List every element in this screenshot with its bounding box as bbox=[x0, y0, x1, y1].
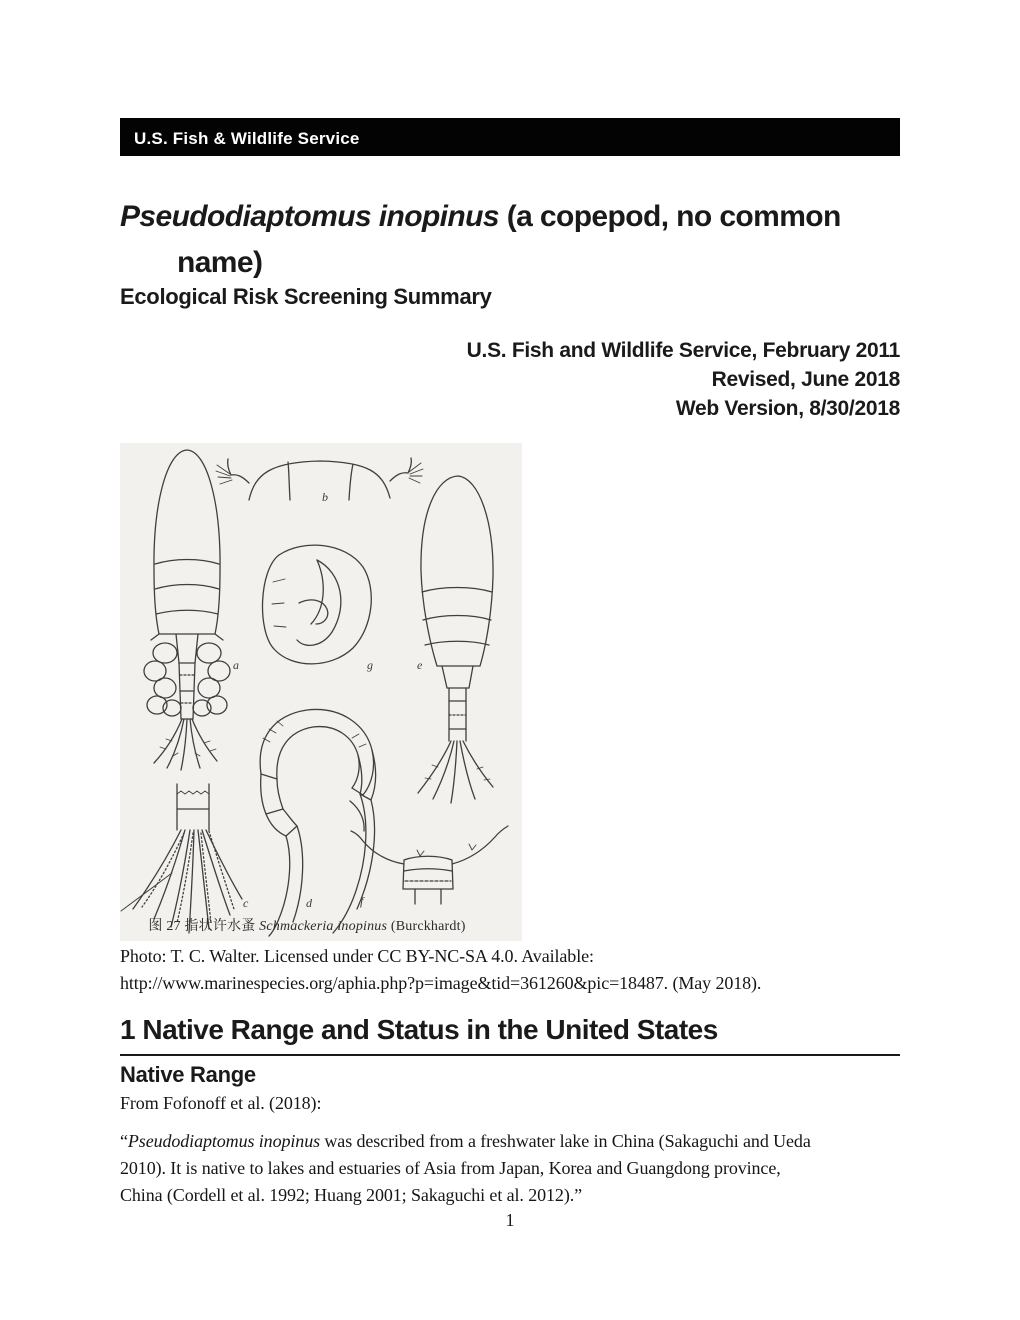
quote-line1 bbox=[120, 1131, 811, 1152]
date-line-revised: Revised, June 2018 bbox=[711, 368, 900, 391]
section1-rule bbox=[120, 1054, 900, 1056]
figure-caption bbox=[120, 915, 494, 935]
document-subtitle: Ecological Risk Screening Summary bbox=[120, 284, 492, 309]
photo-credit-line1: Photo: T. C. Walter. Licensed under CC BY-NC-SA 4.0. Available: bbox=[120, 946, 594, 966]
agency-name: U.S. Fish & Wildlife Service bbox=[134, 129, 360, 148]
date-block bbox=[120, 336, 900, 423]
section1-heading: 1 Native Range and Status in the United States bbox=[120, 1014, 718, 1045]
copepod-illustration bbox=[120, 443, 522, 941]
quote-line2: 2010). It is native to lakes and estuaries of Asia from Japan, Korea and Guangdong province, bbox=[120, 1158, 781, 1178]
photo-credit-url: http://www.marinespecies.org/aphia.php?p=image&tid=361260&pic=18487. (May 2018). bbox=[120, 973, 762, 993]
quote-open: “ bbox=[120, 1131, 128, 1151]
document-title-line1 bbox=[120, 200, 940, 234]
title-rest: (a copepod, no common bbox=[498, 200, 841, 233]
figure-caption-chinese: 图 27 指状许水蚤 bbox=[148, 919, 260, 934]
figure-label-d: d bbox=[306, 896, 312, 910]
quote-line1-rest: was described from a freshwater lake in China (Sakaguchi and Ueda bbox=[320, 1131, 811, 1151]
page-number: 1 bbox=[505, 1210, 515, 1230]
figure-label-f: f bbox=[360, 894, 364, 908]
source-citation: From Fofonoff et al. (2018): bbox=[120, 1093, 322, 1113]
curved-legs-d bbox=[260, 709, 375, 936]
figure-label-b: b bbox=[322, 490, 328, 504]
document-title-line2: name) bbox=[177, 246, 263, 279]
copepod-dorsal-a bbox=[144, 450, 230, 770]
figure-label-e: e bbox=[417, 658, 423, 672]
curled-appendage-g bbox=[263, 545, 372, 664]
figure-label-c: c bbox=[243, 896, 249, 910]
species-name-italic: Pseudodiaptomus inopinus bbox=[120, 200, 499, 233]
figure-caption-species: Schmackeria inopinus bbox=[259, 919, 388, 934]
head-fragment-b bbox=[216, 458, 423, 500]
figure-label-g: g bbox=[367, 658, 373, 672]
copepod-lateral-e bbox=[418, 476, 493, 803]
agency-header-bar bbox=[120, 118, 900, 156]
figure-label-a: a bbox=[233, 658, 239, 672]
quote-line3: China (Cordell et al. 1992; Huang 2001; Sakaguchi et al. 2012).” bbox=[120, 1185, 582, 1205]
figure-caption-attribution: (Burckhardt) bbox=[387, 919, 466, 934]
date-line-web-version: Web Version, 8/30/2018 bbox=[675, 397, 900, 420]
tail-fan-c bbox=[121, 784, 242, 933]
native-range-subheading: Native Range bbox=[120, 1062, 256, 1087]
date-line-service: U.S. Fish and Wildlife Service, February 2011 bbox=[466, 339, 900, 362]
copepod-figure-scan bbox=[120, 443, 522, 941]
quote-species-italic: Pseudodiaptomus inopinus bbox=[127, 1131, 320, 1151]
